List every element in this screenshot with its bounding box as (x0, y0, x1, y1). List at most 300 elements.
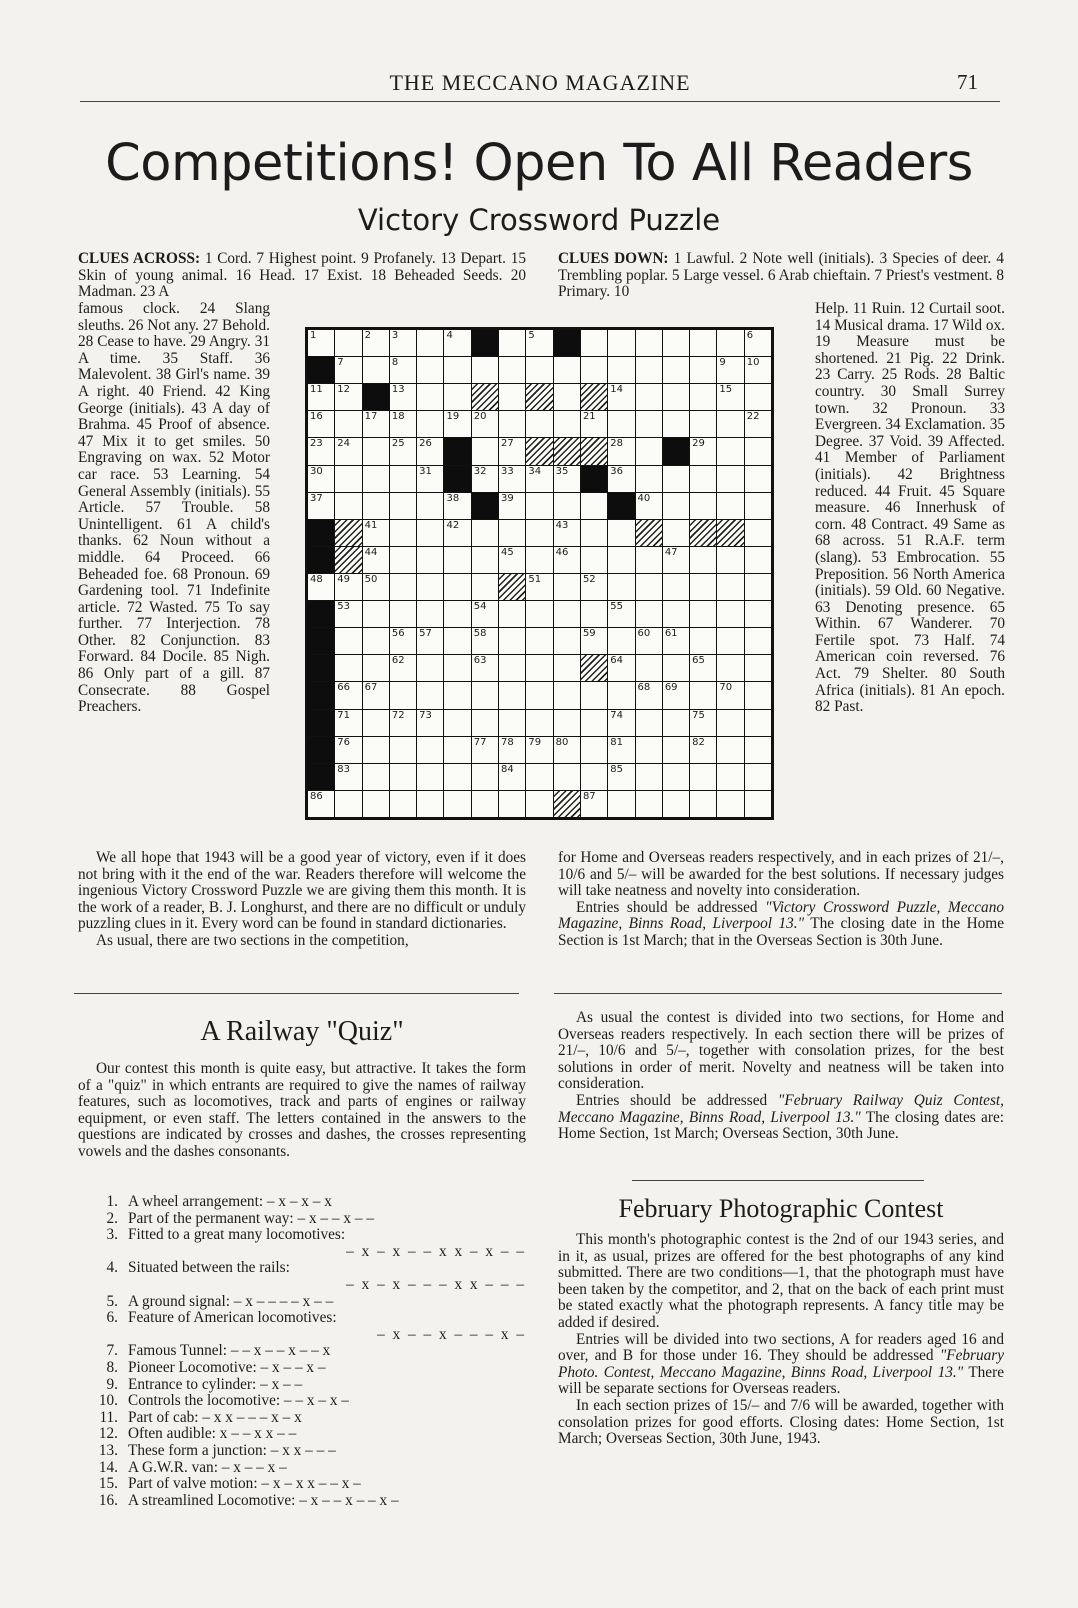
crossword-clue-number: 40 (637, 492, 651, 504)
crossword-cell (499, 764, 525, 790)
crossword-cell (390, 466, 416, 492)
crossword-cell (390, 791, 416, 817)
quiz-item (78, 1393, 526, 1410)
crossword-cell (690, 384, 716, 410)
crossword-cell (636, 547, 662, 573)
quiz-intro (78, 1061, 526, 1161)
quiz-rules-para: As usual the contest is divided into two sections, for Home and Overseas readers respectively. In each section there will be prizes of 21/–, 10/6 and 5/–, together with consolation prizes, for the best solutions in order of merit. Novelty and neatness will be taken into consideration. (558, 1009, 1004, 1093)
photo-para-2b: There will be separate sections for Overseas readers. (558, 1363, 1004, 1398)
crossword-clue-number: 21 (582, 411, 596, 423)
crossword-cell (444, 628, 470, 654)
crossword-cell (717, 411, 743, 437)
crossword-cell (690, 574, 716, 600)
crossword-clue-number: 31 (419, 465, 432, 477)
crossword-black-cell (308, 655, 334, 681)
crossword-black-cell (581, 466, 607, 492)
crossword-clue-number: 30 (310, 465, 323, 477)
intro-right-closing: The closing date in the Home Section is 1st March; that in the Overseas Section is 30th June. (558, 915, 1004, 949)
quiz-item (78, 1426, 526, 1443)
crossword-cell (444, 357, 470, 383)
crossword-cell (335, 628, 361, 654)
crossword-cell (472, 466, 498, 492)
crossword-cell (608, 384, 634, 410)
quiz-item-text: A ground signal: – x – – – – x – – (128, 1292, 334, 1310)
crossword-cell (745, 601, 771, 627)
crossword-cell (417, 330, 443, 356)
crossword-cell (390, 710, 416, 736)
crossword-clue-number: 67 (364, 682, 378, 694)
crossword-cell (335, 764, 361, 790)
crossword-cell (690, 411, 716, 437)
crossword-cell (690, 737, 716, 763)
crossword-cell (581, 520, 607, 546)
crossword-cell (717, 438, 743, 464)
crossword-clue-number: 59 (582, 628, 596, 640)
crossword-cell (554, 710, 580, 736)
quiz-item-text: Feature of American locomotives: (128, 1309, 337, 1327)
clues-across-top (78, 251, 526, 301)
crossword-cell (363, 466, 389, 492)
crossword-cell (363, 411, 389, 437)
crossword-cell (608, 737, 634, 763)
quiz-item-number: 7. (106, 1342, 118, 1360)
crossword-cell (390, 493, 416, 519)
intro-right-entries: Entries should be addressed (576, 898, 758, 916)
crossword-cell (745, 710, 771, 736)
crossword-cell (417, 682, 443, 708)
crossword-cell (335, 655, 361, 681)
crossword-cell (581, 791, 607, 817)
crossword-cell (472, 574, 498, 600)
crossword-cell (444, 710, 470, 736)
quiz-item-text: Entrance to cylinder: – x – – (128, 1375, 303, 1393)
crossword-cell (581, 628, 607, 654)
quiz-item-pattern: – x – x – – – x x – – – (346, 1275, 526, 1293)
section-rule-right (554, 993, 1002, 994)
quiz-item (78, 1260, 526, 1277)
quiz-heading: A Railway "Quiz" (200, 1016, 404, 1047)
crossword-cell (608, 710, 634, 736)
crossword-cell (581, 357, 607, 383)
crossword-cell (663, 493, 689, 519)
crossword-cell (472, 710, 498, 736)
crossword-cell (472, 628, 498, 654)
magazine-name: THE MECCANO MAGAZINE (389, 70, 691, 95)
crossword-black-cell (308, 547, 334, 573)
quiz-item-text: A streamlined Locomotive: – x – – x – – x – (128, 1491, 399, 1509)
crossword-cell (608, 574, 634, 600)
crossword-hatched-cell (335, 520, 361, 546)
crossword-cell (608, 791, 634, 817)
crossword-clue-number: 6 (746, 330, 754, 341)
crossword-cell (444, 411, 470, 437)
intro-left-para-2: As usual, there are two sections in the competition, (96, 931, 409, 949)
crossword-cell (745, 628, 771, 654)
crossword-cell (745, 438, 771, 464)
quiz-item (78, 1410, 526, 1427)
crossword-clue-number: 51 (528, 573, 542, 585)
crossword-hatched-cell (690, 520, 716, 546)
crossword-cell (717, 330, 743, 356)
quiz-item-number: 4. (106, 1259, 118, 1277)
crossword-clue-number: 37 (310, 492, 323, 504)
crossword-cell (417, 710, 443, 736)
crossword-clue-number: 44 (364, 546, 378, 558)
crossword-cell (526, 357, 552, 383)
crossword-cell (526, 791, 552, 817)
quiz-item (78, 1194, 526, 1211)
quiz-item (78, 1211, 526, 1228)
header-rule (80, 101, 1000, 102)
crossword-cell (499, 438, 525, 464)
crossword-cell (717, 737, 743, 763)
quiz-item-number: 8. (106, 1358, 118, 1376)
crossword-hatched-cell (526, 438, 552, 464)
crossword-hatched-cell (554, 438, 580, 464)
crossword-cell (554, 764, 580, 790)
crossword-cell (717, 493, 743, 519)
crossword-cell (608, 682, 634, 708)
quiz-item-text: A wheel arrangement: – x – x – x (128, 1193, 332, 1210)
crossword-hatched-cell (499, 574, 525, 600)
quiz-item-text: Situated between the rails: (128, 1259, 290, 1277)
crossword-clue-number: 11 (310, 384, 323, 396)
crossword-cell (690, 710, 716, 736)
crossword-clue-number: 75 (692, 709, 705, 721)
quiz-item (78, 1360, 526, 1377)
crossword-cell (472, 737, 498, 763)
crossword-cell (581, 493, 607, 519)
crossword-cell (608, 357, 634, 383)
crossword-cell (663, 330, 689, 356)
crossword-cell (717, 628, 743, 654)
crossword-cell (417, 466, 443, 492)
crossword-cell (526, 493, 552, 519)
crossword-cell (308, 411, 334, 437)
photo-para-1: This month's photographic contest is the 2nd of our 1943 series, and in it, as usual, prizes are offered for the best photographs of any kind submitted. There are two conditions—1, that the photograph must have been taken by the competitor, and 2, that on the back of each print must be stated exactly what the photograph represents. A fancy title may be added if desired. (558, 1231, 1004, 1331)
crossword-cell (636, 601, 662, 627)
crossword-cell (717, 384, 743, 410)
crossword-cell (390, 547, 416, 573)
crossword-clue-number: 57 (419, 628, 432, 640)
crossword-black-cell (308, 682, 334, 708)
crossword-cell (745, 330, 771, 356)
intro-right-para: for Home and Overseas readers respectively, and in each prizes of 21/–, 10/6 and 5/– will be awarded for the best solutions. If necessary judges will take neatness and novelty into consideration. (558, 849, 1004, 900)
crossword-cell (444, 574, 470, 600)
crossword-black-cell (308, 710, 334, 736)
crossword-black-cell (444, 466, 470, 492)
quiz-item-number: 1. (106, 1193, 118, 1210)
crossword-cell (690, 682, 716, 708)
crossword-clue-number: 63 (473, 655, 487, 667)
crossword-cell (717, 791, 743, 817)
crossword-cell (499, 737, 525, 763)
crossword-cell (690, 438, 716, 464)
crossword-cell (581, 574, 607, 600)
crossword-cell (499, 384, 525, 410)
crossword-cell (526, 655, 552, 681)
crossword-cell (499, 655, 525, 681)
quiz-item (78, 1343, 526, 1360)
crossword-cell (444, 330, 470, 356)
crossword-hatched-cell (717, 520, 743, 546)
crossword-cell (663, 357, 689, 383)
crossword-cell (690, 466, 716, 492)
crossword-cell (499, 628, 525, 654)
crossword-hatched-cell (581, 384, 607, 410)
crossword-clue-number: 48 (310, 573, 323, 585)
crossword-clue-number: 27 (501, 438, 514, 450)
crossword-clue-number: 18 (391, 411, 405, 423)
crossword-cell (444, 737, 470, 763)
crossword-clue-number: 24 (337, 438, 351, 450)
crossword-cell (608, 466, 634, 492)
crossword-black-cell (472, 330, 498, 356)
crossword-cell (363, 628, 389, 654)
crossword-clue-number: 28 (610, 438, 623, 450)
crossword-cell (581, 737, 607, 763)
crossword-cell (608, 764, 634, 790)
crossword-cell (335, 601, 361, 627)
crossword-cell (472, 438, 498, 464)
crossword-cell (335, 574, 361, 600)
crossword-cell (636, 655, 662, 681)
crossword-clue-number: 85 (610, 763, 623, 775)
crossword-cell (717, 764, 743, 790)
quiz-item-number: 10. (98, 1392, 118, 1410)
crossword-cell (417, 791, 443, 817)
quiz-item-text: Part of valve motion: – x – x x – – x – (128, 1475, 361, 1493)
crossword-cell (444, 682, 470, 708)
crossword-cell (444, 791, 470, 817)
quiz-item-number: 13. (98, 1441, 118, 1459)
crossword-clue-number: 64 (610, 655, 623, 667)
crossword-cell (417, 764, 443, 790)
quiz-item-text: Part of cab: – x x – – – x – x (128, 1408, 302, 1426)
crossword-clue-number: 62 (391, 655, 405, 667)
crossword-cell (690, 655, 716, 681)
crossword-cell (308, 330, 334, 356)
crossword-cell (390, 601, 416, 627)
crossword-cell (335, 411, 361, 437)
crossword-cell (472, 547, 498, 573)
crossword-cell (663, 466, 689, 492)
clues-across-column (78, 301, 270, 716)
crossword-cell (526, 682, 552, 708)
crossword-cell (526, 737, 552, 763)
crossword-clue-number: 16 (310, 411, 323, 423)
crossword-cell (608, 520, 634, 546)
crossword-clue-number: 69 (664, 682, 678, 694)
crossword-clue-number: 9 (719, 357, 726, 369)
section-rule-left (74, 993, 519, 994)
crossword-cell (636, 330, 662, 356)
quiz-address: "February Railway Quiz Contest, Meccano Magazine, Binns Road, Liverpool 13." (558, 1091, 1004, 1126)
quiz-item (78, 1310, 526, 1327)
crossword-cell (717, 357, 743, 383)
crossword-clue-number: 86 (310, 790, 323, 802)
quiz-item-text: Often audible: x – – x x – – (128, 1425, 297, 1443)
crossword-cell (717, 682, 743, 708)
crossword-intro-right (558, 850, 1004, 950)
crossword-hatched-cell (526, 384, 552, 410)
crossword-clue-number: 8 (391, 357, 399, 369)
crossword-cell (636, 411, 662, 437)
crossword-clue-number: 68 (637, 682, 651, 694)
quiz-item-number: 6. (106, 1309, 118, 1327)
crossword-cell (472, 655, 498, 681)
crossword-cell (608, 601, 634, 627)
crossword-cell (444, 384, 470, 410)
crossword-cell (581, 682, 607, 708)
crossword-clue-number: 55 (610, 601, 623, 613)
clues-across-label: CLUES ACROSS: (78, 250, 201, 267)
crossword-black-cell (308, 357, 334, 383)
crossword-cell (499, 682, 525, 708)
crossword-clue-number: 73 (419, 709, 432, 721)
crossword-cell (663, 791, 689, 817)
crossword-cell (308, 384, 334, 410)
crossword-cell (581, 330, 607, 356)
crossword-cell (608, 655, 634, 681)
crossword-cell (636, 357, 662, 383)
photo-heading: February Photographic Contest (618, 1194, 944, 1223)
crossword-cell (335, 330, 361, 356)
intro-right-address: "Victory Crossword Puzzle, Meccano Magazine, Binns Road, Liverpool 13." (558, 898, 1005, 933)
quiz-item-number: 16. (98, 1491, 118, 1509)
crossword-cell (499, 411, 525, 437)
crossword-cell (390, 411, 416, 437)
crossword-cell (444, 493, 470, 519)
crossword-cell (499, 357, 525, 383)
crossword-cell (608, 547, 634, 573)
crossword-cell (417, 547, 443, 573)
crossword-cell (636, 710, 662, 736)
crossword-cell (472, 764, 498, 790)
crossword-cell (690, 764, 716, 790)
crossword-cell (636, 438, 662, 464)
crossword-cell (335, 384, 361, 410)
crossword-cell (526, 574, 552, 600)
crossword-cell (363, 710, 389, 736)
crossword-cell (745, 411, 771, 437)
crossword-cell (472, 791, 498, 817)
crossword-clue-number: 82 (692, 736, 705, 748)
crossword-cell (526, 466, 552, 492)
clues-across-text-column: famous clock. 24 Slang sleuths. 26 Not any. 27 Behold. 28 Cease to have. 29 Angry. 31 A time. 35 Staff. 36 Malevolent. 38 Girl's name. 39 A right. 40 Friend. 42 King George (initials). 43 A day of Brahma. 45 Proof of absence. 47 Mix it to get smiles. 50 Engraving on wax. 52 Motor car race. 53 Learning. 54 General Assembly (initials). 55 Article. 57 Trouble. 58 Unintelligent. 61 A child's thanks. 62 Noun without a middle. 64 Proceed. 66 Beheaded foe. 68 Pronoun. 69 Gardening tool. 71 Indefinite article. 72 Wasted. 75 To say further. 77 Interjection. 78 Other. 82 Conjunction. 83 Forward. 84 Docile. 85 Nigh. 86 Only part of a gill. 87 Consecrate. 88 Gospel Preachers. (78, 300, 270, 716)
crossword-cell (717, 547, 743, 573)
crossword-clue-number: 36 (610, 465, 623, 477)
crossword-hatched-cell (581, 438, 607, 464)
crossword-clue-number: 50 (364, 573, 378, 585)
photo-para-2: Entries will be divided into two sections, A for readers aged 16 and over, and B for those under 16. They should be addressed (558, 1330, 1004, 1365)
crossword-clue-number: 77 (473, 736, 487, 748)
crossword-clue-number: 72 (391, 709, 405, 721)
crossword-clue-number: 46 (555, 546, 569, 558)
crossword-cell (663, 764, 689, 790)
crossword-cell (417, 655, 443, 681)
crossword-cell (335, 438, 361, 464)
crossword-cell (417, 357, 443, 383)
crossword-clue-number: 79 (528, 736, 542, 748)
crossword-cell (390, 655, 416, 681)
crossword-cell (499, 330, 525, 356)
crossword-cell (717, 466, 743, 492)
crossword-cell (745, 493, 771, 519)
quiz-item-text: Controls the locomotive: – – x – x – (128, 1392, 349, 1410)
crossword-cell (663, 601, 689, 627)
clues-down-top (558, 251, 1004, 301)
crossword-cell (390, 330, 416, 356)
crossword-clue-number: 5 (528, 330, 535, 341)
crossword-cell (581, 601, 607, 627)
crossword-cell (745, 466, 771, 492)
crossword-cell (663, 547, 689, 573)
crossword-cell (499, 791, 525, 817)
crossword-cell (308, 791, 334, 817)
crossword-cell (390, 520, 416, 546)
crossword-cell (745, 384, 771, 410)
crossword-clue-number: 25 (391, 438, 405, 450)
crossword-cell (417, 493, 443, 519)
crossword-cell (526, 601, 552, 627)
crossword-clue-number: 43 (555, 519, 569, 531)
crossword-cell (390, 682, 416, 708)
crossword-cell (363, 357, 389, 383)
crossword-clue-number: 17 (364, 411, 378, 423)
crossword-black-cell (554, 330, 580, 356)
crossword-cell (308, 438, 334, 464)
crossword-grid (305, 327, 774, 820)
crossword-clue-number: 29 (692, 438, 705, 450)
crossword-cell (581, 764, 607, 790)
crossword-cell (663, 411, 689, 437)
crossword-cell (663, 384, 689, 410)
crossword-cell (417, 601, 443, 627)
crossword-cell (499, 710, 525, 736)
crossword-clue-number: 22 (746, 411, 760, 423)
crossword-cell (554, 628, 580, 654)
crossword-cell (554, 384, 580, 410)
crossword-cell (390, 628, 416, 654)
crossword-cell (636, 737, 662, 763)
crossword-cell (581, 547, 607, 573)
intro-left-para: We all hope that 1943 will be a good year of victory, even if it does not bring with it the end of the war. Readers therefore will welcome the ingenious Victory Crossword Puzzle we are giving them this month. It is the work of a reader, B. J. Longhurst, and there are no difficult or unduly puzzling clues in it. Every word can be found in standard dictionaries. (78, 849, 526, 933)
crossword-black-cell (308, 628, 334, 654)
crossword-cell (636, 628, 662, 654)
crossword-cell (690, 628, 716, 654)
quiz-item (78, 1476, 526, 1493)
crossword-clue-number: 32 (473, 465, 487, 477)
crossword-cell (526, 330, 552, 356)
crossword-clue-number: 41 (364, 519, 378, 531)
crossword-hatched-cell (335, 547, 361, 573)
page-header (80, 70, 1000, 100)
crossword-cell (363, 493, 389, 519)
crossword-clue-number: 3 (391, 330, 399, 341)
crossword-cell (363, 520, 389, 546)
crossword-cell (444, 520, 470, 546)
crossword-cell (554, 493, 580, 519)
quiz-item-text: A G.W.R. van: – x – – x – (128, 1458, 287, 1476)
crossword-cell (663, 574, 689, 600)
crossword-cell (335, 357, 361, 383)
crossword-hatched-cell (472, 384, 498, 410)
crossword-clue-number: 84 (501, 763, 514, 775)
crossword-cell (499, 493, 525, 519)
crossword-cell (745, 737, 771, 763)
crossword-cell (554, 655, 580, 681)
